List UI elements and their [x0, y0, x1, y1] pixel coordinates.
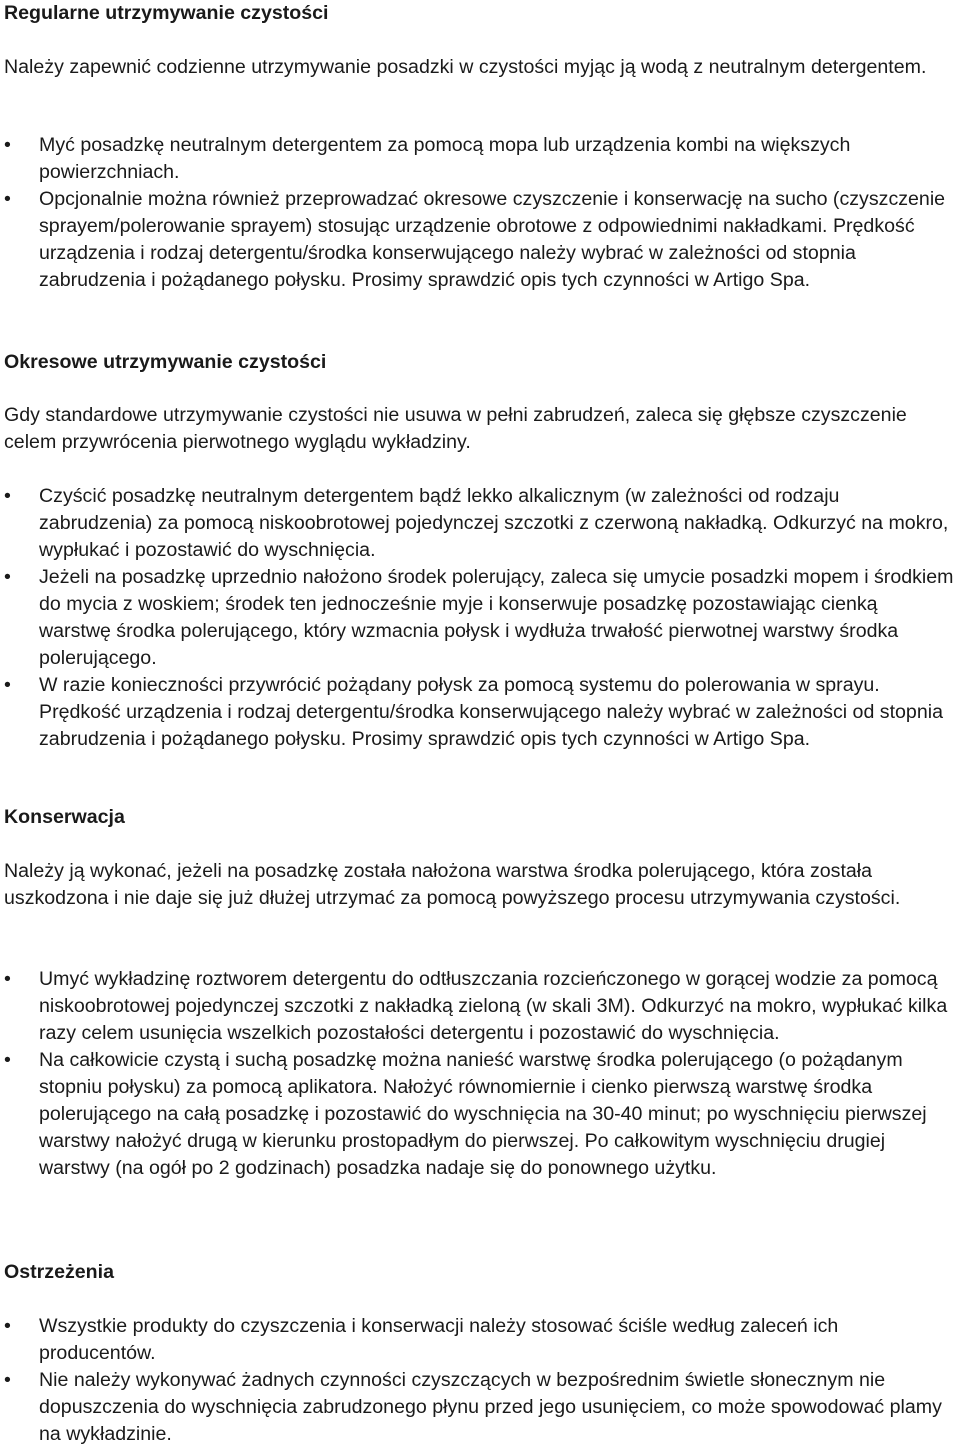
list-item: • Czyścić posadzkę neutralnym detergentem bądź lekko alkalicznym (w zależności od rodzaju zabrudzenia) za pomocą niskoobrotowej pojedynczej szczotki z czerwoną nakładką. Odkurzyć na mokro, wypłukać i pozostawić do wyschnięcia. — [4, 485, 949, 561]
bullet-icon: • — [4, 1049, 11, 1071]
list-item: • Umyć wykładzinę roztworem detergentu do odtłuszczania rozcieńczonego w gorącej wodzie za pomocą niskoobrotowej pojedynczej szczotki z nakładką zieloną (w skali 3M). Odkurzyć na mokro, wypłukać kilka razy celem usunięcia wszelkich pozostałości detergentu i pozostawić do wyschnięcia. — [4, 968, 948, 1044]
section-periodic-cleaning-intro-block — [4, 402, 954, 456]
bullet-icon: • — [4, 674, 11, 696]
bullet-icon: • — [4, 968, 11, 990]
list-item: • Wszystkie produkty do czyszczenia i konserwacji należy stosować ściśle według zaleceń ich producentów. — [4, 1315, 839, 1364]
section-maintenance-list-block — [4, 966, 954, 1182]
list-item: • Jeżeli na posadzkę uprzednio nałożono środek polerujący, zaleca się umycie posadzki mopem i środkiem do mycia z woskiem; środek ten jednocześnie myje i konserwuje posadzkę pozostawiając cienką warstwę środka polerującego, który wzmacnia połysk i wydłuża trwałość pierwotnej warstwy środka polerującego. — [4, 566, 954, 669]
section-maintenance-intro-block — [4, 858, 954, 912]
section-regular-cleaning-heading-block — [4, 0, 954, 27]
bullet-icon: • — [4, 1315, 11, 1337]
list-item: • Nie należy wykonywać żadnych czynności czyszczących w bezpośrednim świetle słonecznym nie dopuszczenia do wyschnięcia zabrudzonego płynu przed jego usunięciem, co może spowodować plamy na wykładzinie. — [4, 1369, 942, 1445]
bullet-list — [4, 966, 954, 1182]
section-periodic-cleaning-list-block — [4, 483, 954, 753]
section-warnings-list-block — [4, 1313, 954, 1448]
section-regular-cleaning-list-block — [4, 132, 954, 294]
bullet-list — [4, 483, 954, 753]
list-item: • Na całkowicie czystą i suchą posadzkę można nanieść warstwę środka polerującego (o pożądanym stopniu połysku) za pomocą aplikatora. Nałożyć równomiernie i cienko pierwszą warstwę środka polerującego na całą posadzkę i pozostawić do wyschnięcia na 30-40 minut; po wyschnięciu pierwszej warstwy nałożyć drugą w kierunku prostopadłym do pierwszej. Po całkowitym wyschnięciu drugiej warstwy (na ogół po 2 godzinach) posadzka nadaje się do ponownego użytku. — [4, 1049, 927, 1179]
bullet-icon: • — [4, 134, 11, 156]
section-intro: Należy zapewnić codzienne utrzymywanie posadzki w czystości myjąc ją wodą z neutralnym detergentem. — [4, 56, 927, 78]
section-warnings-heading-block — [4, 1259, 954, 1286]
bullet-icon: • — [4, 566, 11, 588]
section-heading: Regularne utrzymywanie czystości — [4, 2, 329, 24]
bullet-list — [4, 1313, 954, 1448]
bullet-list — [4, 132, 954, 294]
bullet-icon: • — [4, 188, 11, 210]
section-intro: Gdy standardowe utrzymywanie czystości nie usuwa w pełni zabrudzeń, zaleca się głębsze czyszczenie celem przywrócenia pierwotnego wyglądu wykładziny. — [4, 404, 907, 453]
bullet-icon: • — [4, 485, 11, 507]
section-regular-cleaning-intro-block — [4, 54, 954, 81]
list-item: • W razie konieczności przywrócić pożądany połysk za pomocą systemu do polerowania w sprayu. Prędkość urządzenia i rodzaj detergentu/środka konserwującego należy wybrać w zależności od stopnia zabrudzenia i pożądanego połysku. Prosimy sprawdzić opis tych czynności w Artigo Spa. — [4, 674, 943, 750]
section-heading: Ostrzeżenia — [4, 1261, 114, 1283]
list-item: • Opcjonalnie można również przeprowadzać okresowe czyszczenie i konserwację na sucho (czyszczenie sprayem/polerowanie sprayem) stosując urządzenie obrotowe z odpowiednimi nakładkami. Prędkość urządzenia i rodzaj detergentu/środka konserwującego należy wybrać w zależności od stopnia zabrudzenia i pożądanego połysku. Prosimy sprawdzić opis tych czynności w Artigo Spa. — [4, 188, 946, 291]
bullet-icon: • — [4, 1369, 11, 1391]
section-heading: Konserwacja — [4, 806, 125, 828]
section-periodic-cleaning-heading-block — [4, 349, 954, 376]
list-item: • Myć posadzkę neutralnym detergentem za pomocą mopa lub urządzenia kombi na większych powierzchniach. — [4, 134, 851, 183]
section-intro: Należy ją wykonać, jeżeli na posadzkę została nałożona warstwa środka polerującego, która została uszkodzona i nie daje się już dłużej utrzymać za pomocą powyższego procesu utrzymywania czystości. — [4, 860, 901, 909]
section-maintenance-heading-block — [4, 804, 954, 831]
section-heading: Okresowe utrzymywanie czystości — [4, 351, 327, 373]
